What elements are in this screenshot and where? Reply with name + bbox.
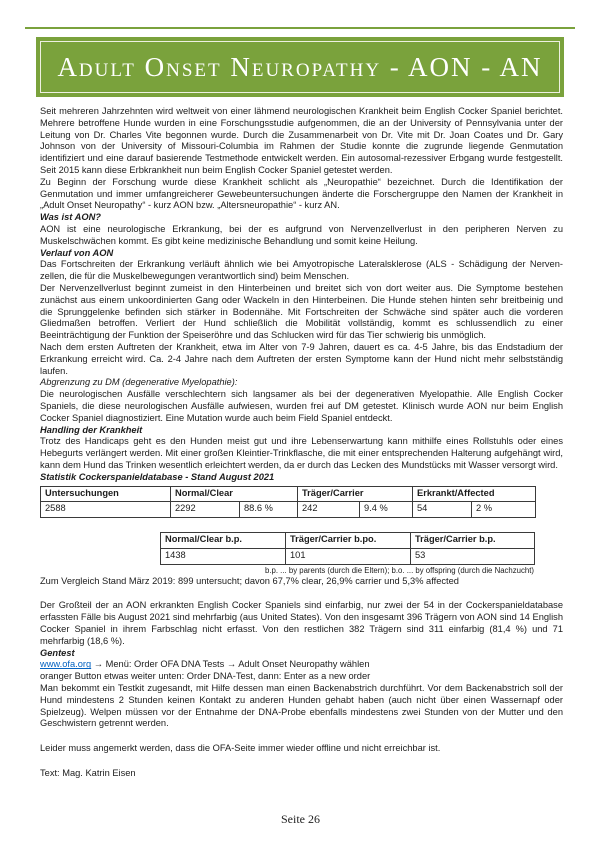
heading-gentest: Gentest — [40, 647, 75, 658]
table-abbreviation-note: b.p. ... by parents (durch die Eltern); b.o. ... by offspring (durch die Nachzucht) — [265, 565, 534, 575]
table-header-row — [41, 486, 536, 502]
paragraph-als: Das Fortschreiten der Erkrankung verläuft ähnlich wie bei Amyotropische Lateralsklerose (ALS - Schädigung der Nerven-zellen, die für die Muskelbewegungen verantwortlich sind) beim Menschen. — [40, 259, 563, 282]
top-rule — [25, 27, 575, 29]
table-cell: 2588 — [41, 502, 171, 518]
table-cell: 1438 — [161, 548, 286, 564]
title-banner — [36, 37, 564, 97]
gentest-order-line — [40, 659, 563, 671]
table-data-row — [161, 548, 535, 564]
paragraph-offline-note: Leider muss angemerkt werden, dass die OFA-Seite immer wieder offline und nicht erreichbar ist. — [40, 743, 441, 754]
paragraph-symptome: Der Nervenzellverlust beginnt zumeist in den Hinterbeinen und breitet sich von dort weiter aus. Die Symptome bestehen zunächst aus einem unkoordinierten Gang oder Wackeln in den Hinterbeinen. Die Hunde stehen hinten sehr breitbeinig und die Sprunggelenke befinden sich stärker in Bodennähe. Mit Fortschreiten der Schwäche sind später auch die vorderen Gliedmaßen betroffen. Verliert der Hund schließlich die Mobilität vollständig, kommt es schlussendlich zu einer Beeinträchtigung der Funktion der Speiseröhre und das Schlucken wird für das Tier schwierig bis unmöglich. — [40, 282, 563, 341]
page-title: Adult Onset Neuropathy - AON - AN — [57, 51, 543, 82]
stats-table-main — [40, 486, 536, 519]
table-cell: 101 — [286, 548, 411, 564]
table-cell: 88.6 % — [240, 502, 298, 518]
table-cell: 2 % — [472, 502, 536, 518]
heading-statistik: Statistik Cockerspanieldatabase - Stand August 2021 — [40, 471, 275, 482]
paragraph-comparison-2019: Zum Vergleich Stand März 2019: 899 untersucht; davon 67,7% clear, 26,9% carrier und 5,3% affected — [40, 575, 459, 586]
paragraph-intro: Seit mehreren Jahrzehnten wird weltweit von einer lähmend neurologischen Krankheit beim English Cocker Spaniel berichtet. Mehrere betroffene Hunde wurden in eine Forschungsstudie aufgenommen, die an der University of Pennsylvania unter der Leitung von Dr. Charles Vite begonnen wurde. Durch die Zusammenarbeit von Dr. Vite mit Dr. Joan Coates und Dr. Gary Johnson von der University of Missouri-Columbia im Rahmen der Studie konnte die zugrunde liegende Genmutation identifiziert und eine darauf basierende Testmethode entwickelt werden. Ein autosomal-rezessiver Erbgang wurde festgestellt. Seit 2015 kann diese Erbkrankheit nun beim English Cocker Spaniel getestet werden. — [40, 106, 563, 175]
gentest-order-line-rest: → Menü: Order OFA DNA Tests → Adult Onset Neuropathy wählen — [91, 659, 370, 670]
footer-page-number: Seite 26 — [281, 812, 320, 826]
article-body — [40, 106, 563, 780]
stats-table-by-parents — [160, 532, 535, 565]
author-credit: Text: Mag. Katrin Eisen — [40, 768, 136, 779]
heading-handling: Handling der Krankheit — [40, 424, 143, 435]
title-banner-inner-border — [40, 41, 560, 93]
paragraph-dm: Die neurologischen Ausfälle verschlechtern sich langsamer als bei der degenerativen Myelopathie. Alle English Cocker Spaniels, die diese neurologischen Ausfälle aufwiesen, wurden frei auf DM getestet. Klinisch wurde AON nur beim English Cocker Spaniel diagnostiziert. Eine Mutation wurde auch beim Field Spaniel entdeckt. — [40, 389, 563, 423]
paragraph-farbschlag: Der Großteil der an AON erkrankten English Cocker Spaniels sind einfarbig, nur zwei der 54 in der Cockerspanieldatabase erfassten Fälle bis August 2021 sind mehrfarbig (aus United States). Von den insgesamt 396 Trägern von AON sind 14 English Cocker Spaniel in ihrem Farbschlag nicht erfasst. Von den restlichen 382 Trägern sind 311 einfarbig (81,4 %) und 71 mehrfarbig (18,6 %). — [40, 600, 563, 646]
table-header-cell: Träger/Carrier b.p. — [411, 533, 535, 549]
table-cell: 9.4 % — [360, 502, 413, 518]
paragraph-naming: Zu Beginn der Forschung wurde diese Krankheit schlicht als „Neuropathie“ bezeichnet. Durch die Identifikation der Genmutation und immer umfangreicherer Gewebeuntersuchungen änderte die Forschergruppe den Namen der Krankheit in „Adult Onset Neuropathy“ - kurz AON bzw. „Altersneuropathie“ - kurz AN. — [40, 176, 563, 211]
heading-abgrenzung-dm: Abgrenzung zu DM (degenerative Myelopathie): — [40, 377, 238, 388]
ofa-link[interactable]: www.ofa.org — [40, 659, 92, 670]
table-cell: 242 — [298, 502, 360, 518]
table-data-row — [41, 502, 536, 518]
table-header-cell: Untersuchungen — [41, 486, 171, 502]
heading-verlauf: Verlauf von AON — [40, 247, 114, 258]
gentest-button-line: oranger Button etwas weiter unten: Order DNA-Test, dann: Enter as a new order — [40, 671, 371, 682]
table-cell: 54 — [413, 502, 472, 518]
paragraph-alter: Nach dem ersten Auftreten der Krankheit, etwa im Alter von 7-9 Jahren, dauert es ca. 4-5 Jahre, bis das Endstadium der Erkrankung erreicht wird. Ca. 2-4 Jahre nach dem Auftreten der ersten Symptome kann der Hund nicht mehr selbstständig laufen. — [40, 341, 563, 376]
table-header-cell: Normal/Clear b.p. — [161, 533, 286, 549]
heading-was-ist-aon: Was ist AON? — [40, 212, 101, 223]
table-header-cell: Träger/Carrier b.po. — [286, 533, 411, 549]
table-header-cell: Erkrankt/Affected — [413, 486, 536, 502]
table-header-row — [161, 533, 535, 549]
paragraph-testkit: Man bekommt ein Testkit zugesandt, mit Hilfe dessen man einen Backenabstrich durchführt. Vor dem Backenabstrich soll der Hund mindestens 2 Stunden keinen Kontakt zu anderen Hunden gehabt haben (auch nicht über einen Wassernapf oder Spielzeug). Welpen müssen vor der Entnahme der DNA-Probe ebenfalls mindestens zwei Stunden von der Mutter und den Geschwistern getrennt werden. — [40, 683, 563, 729]
paragraph-handling: Trotz des Handicaps geht es den Hunden meist gut und ihre Lebenserwartung kann mithilfe eines Rollstuhls oder eines Hebegurts verlängert werden. Mit einer großen Kleintier-Trinkflasche, die mit einer entsprechenden Halterung aufgehängt wird, kann dem Hund das Trinken wesentlich erleichtert werden, da er durch das Lecken des Mundstücks mit Wasser versorgt wird. — [40, 436, 563, 470]
table-cell: 53 — [411, 548, 535, 564]
table-cell: 2292 — [171, 502, 240, 518]
table-header-cell: Träger/Carrier — [298, 486, 413, 502]
table-header-cell: Normal/Clear — [171, 486, 298, 502]
paragraph-definition: AON ist eine neurologische Erkrankung, bei der es aufgrund von Nervenzellverlust in den peripheren Nerven zu Muskelschwächen kommt. Es gibt keine medizinische Behandlung und somit keine Heilung. — [40, 223, 563, 246]
